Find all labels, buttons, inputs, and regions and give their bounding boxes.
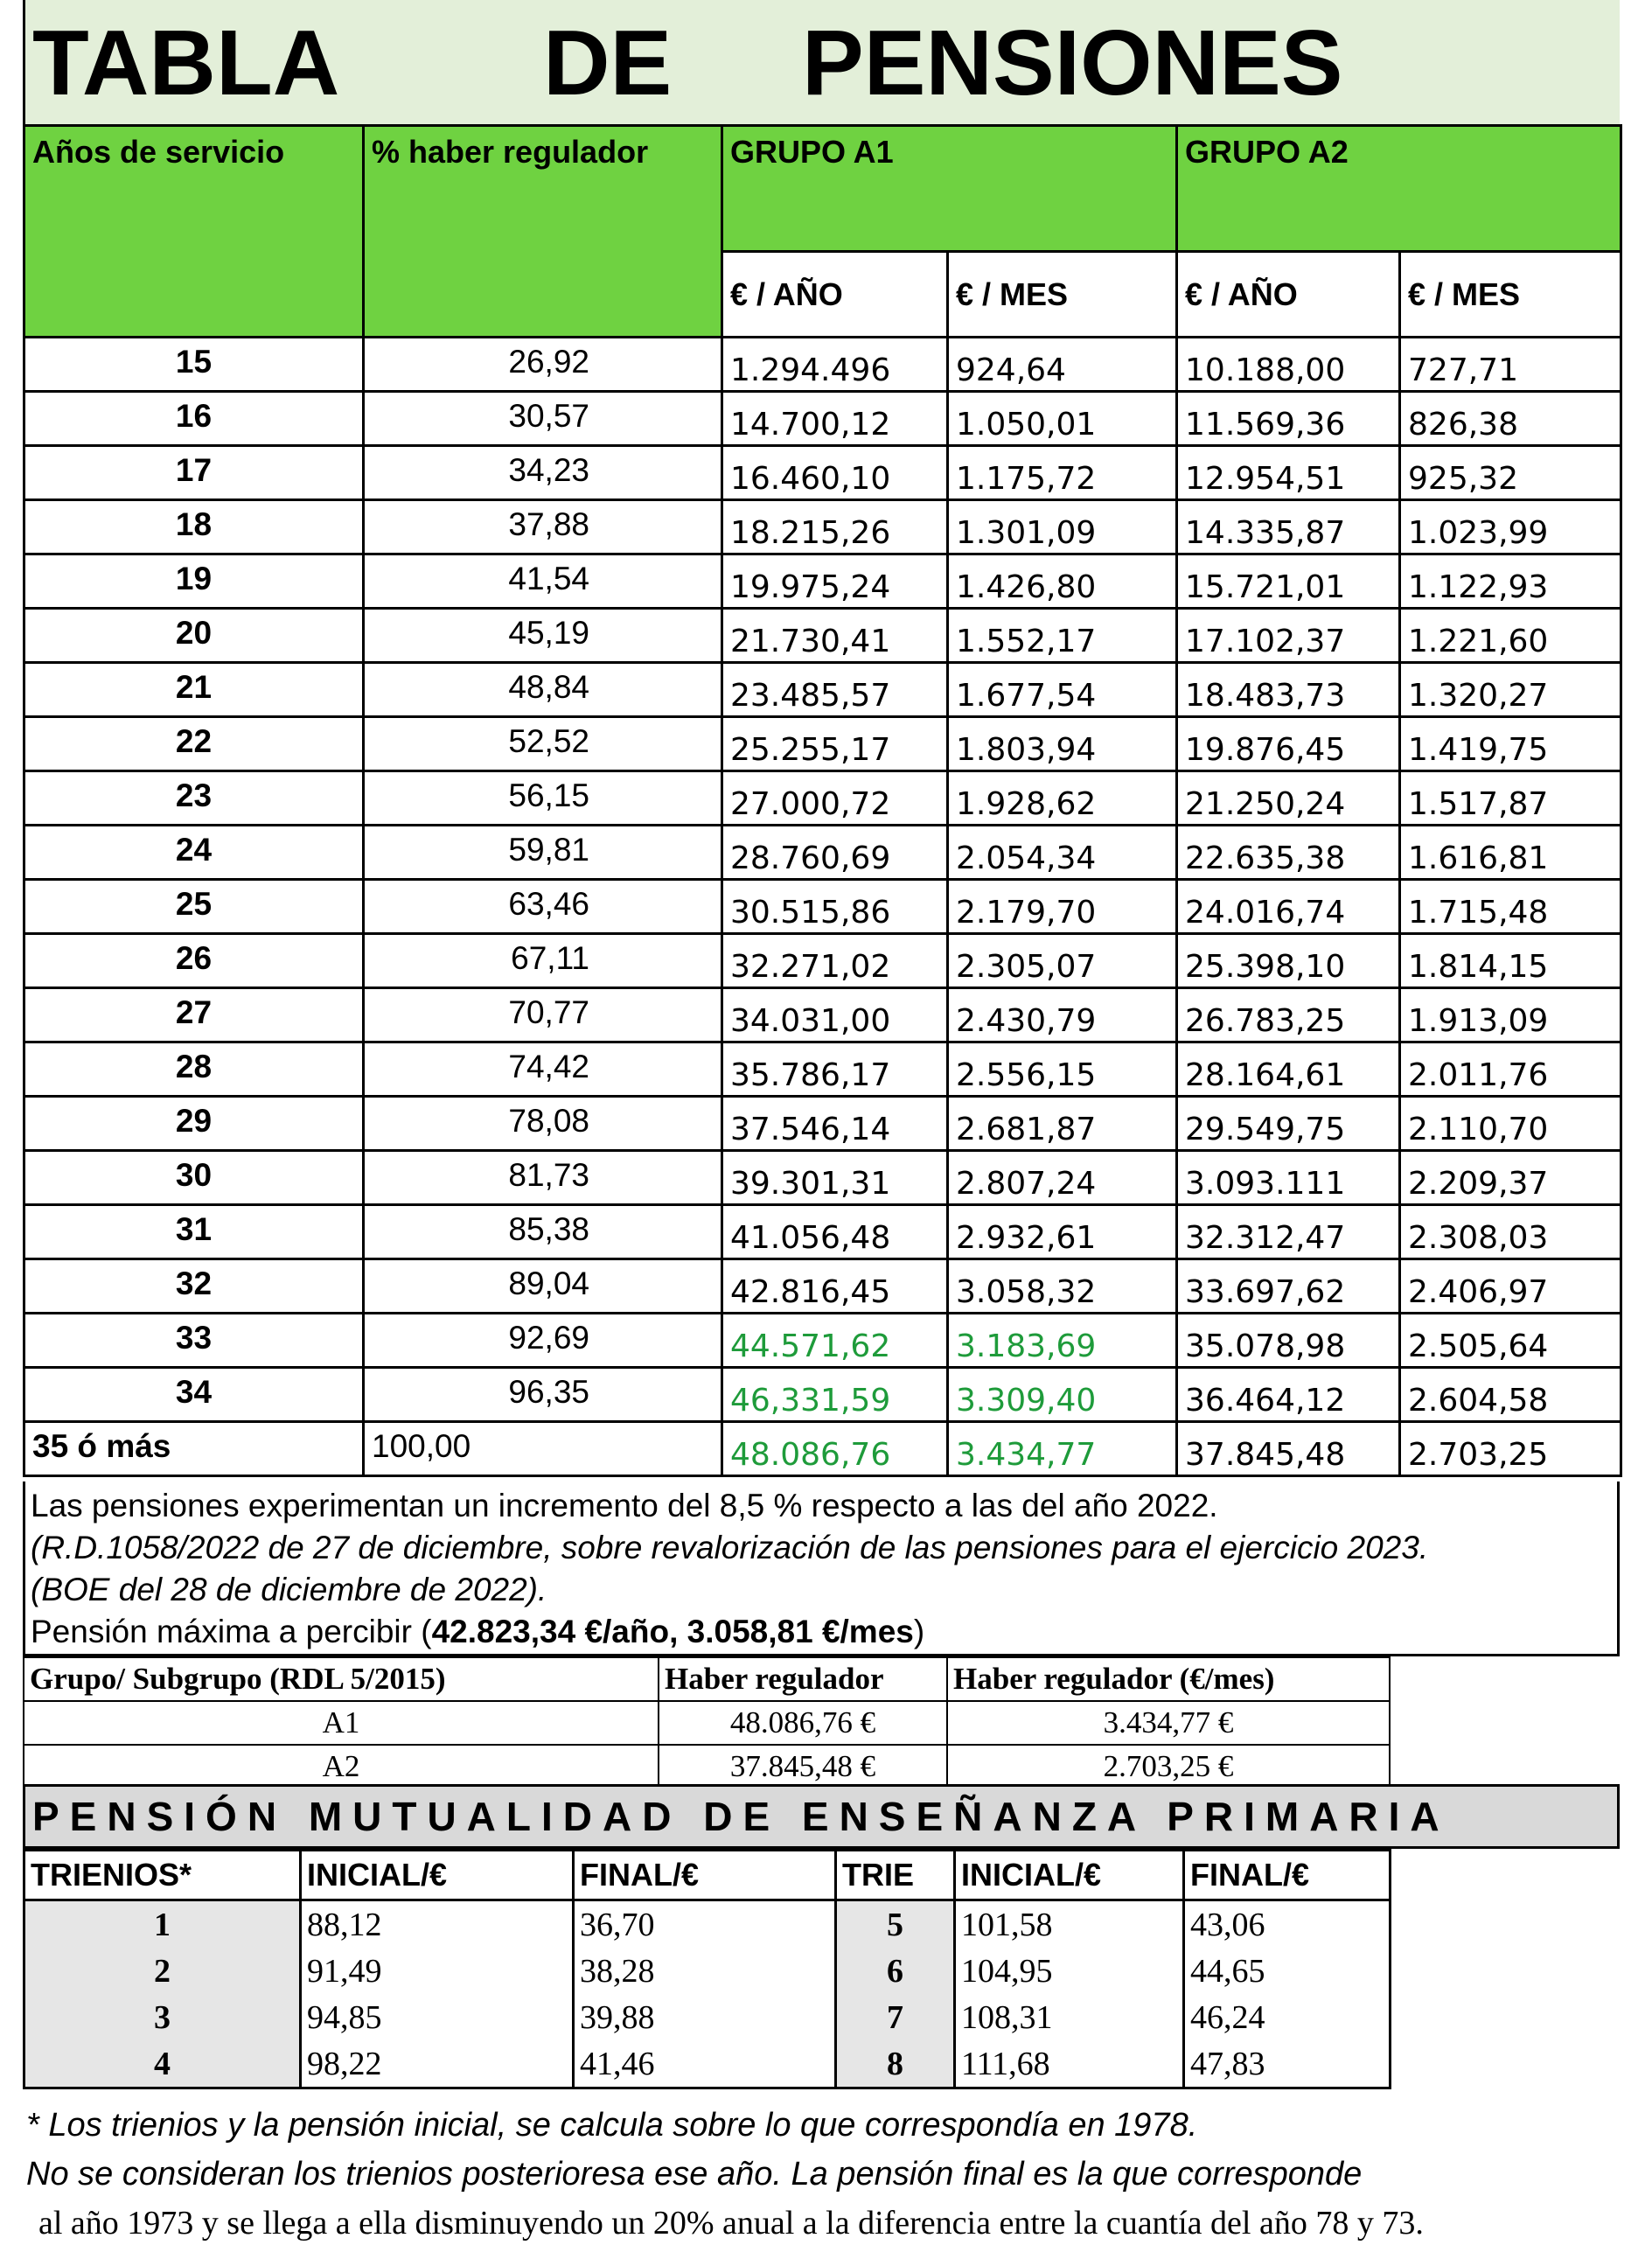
a2-month-cell: 1.616,81: [1400, 826, 1621, 880]
a1-month-cell: 1.552,17: [948, 609, 1177, 663]
trienios-header-inicial-2: INICIAL/€: [955, 1851, 1184, 1900]
table-row: [24, 1042, 1621, 1097]
percent-cell: 70,77: [364, 988, 722, 1042]
haber-annual: 37.845,48 €: [659, 1745, 947, 1788]
header-group-a1: GRUPO A1: [722, 126, 1177, 252]
haber-header-monthly: Haber regulador (€/mes): [947, 1657, 1390, 1701]
a1-month-cell: 2.179,70: [948, 880, 1177, 934]
a2-year-cell: 10.188,00: [1177, 338, 1400, 392]
percent-cell: 48,84: [364, 663, 722, 717]
a2-month-cell: 1.913,09: [1400, 988, 1621, 1042]
a1-year-cell: 39.301,31: [722, 1151, 948, 1205]
note-increment: Las pensiones experimentan un incremento del 8,5 % respecto a las del año 2022.: [31, 1488, 1218, 1523]
a2-month-cell: 2.110,70: [1400, 1097, 1621, 1151]
a1-year-cell: 16.460,10: [722, 446, 948, 500]
haber-group: A1: [24, 1701, 659, 1745]
inicial-value: 88,12: [301, 1900, 574, 1949]
percent-cell: 92,69: [364, 1314, 722, 1368]
percent-cell: 59,81: [364, 826, 722, 880]
percent-cell: 37,88: [364, 500, 722, 554]
table-row: [24, 1205, 1621, 1259]
title-bar: [23, 0, 1620, 124]
table-row: [24, 880, 1621, 934]
a2-month-cell: 2.209,37: [1400, 1151, 1621, 1205]
a1-year-cell: 37.546,14: [722, 1097, 948, 1151]
years-cell: 30: [24, 1151, 364, 1205]
a2-year-cell: 12.954,51: [1177, 446, 1400, 500]
years-cell: 34: [24, 1368, 364, 1422]
a2-month-cell: 1.715,48: [1400, 880, 1621, 934]
inicial-value: 111,68: [955, 2040, 1184, 2088]
table-row: [24, 826, 1621, 880]
years-cell: 32: [24, 1259, 364, 1314]
years-cell: 22: [24, 717, 364, 771]
years-cell: 17: [24, 446, 364, 500]
a2-month-cell: 1.517,87: [1400, 771, 1621, 826]
a2-year-cell: 14.335,87: [1177, 500, 1400, 554]
note-max-pension: [31, 1611, 1612, 1653]
header-a1-month: € / MES: [948, 252, 1177, 338]
a1-month-cell: 1.175,72: [948, 446, 1177, 500]
trienio-number: 5: [836, 1900, 955, 1949]
title-word-de: DE: [543, 11, 673, 115]
a2-year-cell: 33.697,62: [1177, 1259, 1400, 1314]
trienio-number: 2: [24, 1948, 301, 1994]
a1-month-cell: 3.434,77: [948, 1422, 1177, 1476]
a1-year-cell: 23.485,57: [722, 663, 948, 717]
years-cell: 28: [24, 1042, 364, 1097]
a2-month-cell: 2.703,25: [1400, 1422, 1621, 1476]
haber-monthly: 2.703,25 €: [947, 1745, 1390, 1788]
a2-year-cell: 15.721,01: [1177, 554, 1400, 609]
a1-month-cell: 924,64: [948, 338, 1177, 392]
years-cell: 18: [24, 500, 364, 554]
a2-month-cell: 2.505,64: [1400, 1314, 1621, 1368]
a2-month-cell: 1.419,75: [1400, 717, 1621, 771]
trienios-header-final-2: FINAL/€: [1184, 1851, 1391, 1900]
a2-month-cell: 2.308,03: [1400, 1205, 1621, 1259]
header-percent: % haber regulador: [364, 126, 722, 338]
years-cell: 19: [24, 554, 364, 609]
note-boe: (BOE del 28 de diciembre de 2022).: [31, 1572, 547, 1607]
a2-year-cell: 36.464,12: [1177, 1368, 1400, 1422]
table-row: [24, 1097, 1621, 1151]
a1-month-cell: 2.305,07: [948, 934, 1177, 988]
trienio-number: 3: [24, 1994, 301, 2040]
table-row: [24, 1701, 1390, 1745]
haber-regulador-table: [23, 1656, 1391, 1789]
haber-header-annual: Haber regulador: [659, 1657, 947, 1701]
percent-cell: 85,38: [364, 1205, 722, 1259]
trienios-header-trie: TRIE: [836, 1851, 955, 1900]
a1-year-cell: 1.294.496: [722, 338, 948, 392]
a1-month-cell: 1.426,80: [948, 554, 1177, 609]
a1-month-cell: 2.430,79: [948, 988, 1177, 1042]
final-value: 44,65: [1184, 1948, 1391, 1994]
a1-year-cell: 48.086,76: [722, 1422, 948, 1476]
percent-cell: 30,57: [364, 392, 722, 446]
trienios-table: [23, 1849, 1391, 2089]
final-value: 38,28: [574, 1948, 836, 1994]
a1-year-cell: 41.056,48: [722, 1205, 948, 1259]
a1-month-cell: 2.807,24: [948, 1151, 1177, 1205]
a2-year-cell: 21.250,24: [1177, 771, 1400, 826]
a2-month-cell: 1.023,99: [1400, 500, 1621, 554]
a1-year-cell: 25.255,17: [722, 717, 948, 771]
a2-year-cell: 37.845,48: [1177, 1422, 1400, 1476]
inicial-value: 94,85: [301, 1994, 574, 2040]
years-cell: 35 ó más: [24, 1422, 364, 1476]
a1-month-cell: 1.677,54: [948, 663, 1177, 717]
table-row: [24, 988, 1621, 1042]
a2-month-cell: 826,38: [1400, 392, 1621, 446]
percent-cell: 96,35: [364, 1368, 722, 1422]
footnote: [26, 2101, 1627, 2248]
title-word-tabla: TABLA: [32, 11, 340, 115]
trienio-number: 6: [836, 1948, 955, 1994]
haber-annual: 48.086,76 €: [659, 1701, 947, 1745]
notes-box: [23, 1482, 1620, 1656]
table-row: [24, 1745, 1390, 1788]
table-row: [24, 1314, 1621, 1368]
a2-month-cell: 727,71: [1400, 338, 1621, 392]
table-row: [24, 663, 1621, 717]
pension-table: [23, 124, 1622, 1477]
haber-monthly: 3.434,77 €: [947, 1701, 1390, 1745]
a1-month-cell: 1.803,94: [948, 717, 1177, 771]
inicial-value: 108,31: [955, 1994, 1184, 2040]
a1-month-cell: 3.309,40: [948, 1368, 1177, 1422]
percent-cell: 74,42: [364, 1042, 722, 1097]
table-row: [24, 1368, 1621, 1422]
years-cell: 20: [24, 609, 364, 663]
a1-month-cell: 2.054,34: [948, 826, 1177, 880]
a1-year-cell: 27.000,72: [722, 771, 948, 826]
final-value: 43,06: [1184, 1900, 1391, 1949]
a1-year-cell: 30.515,86: [722, 880, 948, 934]
trienio-number: 4: [24, 2040, 301, 2088]
table-row: [24, 446, 1621, 500]
a2-year-cell: 35.078,98: [1177, 1314, 1400, 1368]
note-max-amount: 42.823,34 €/año, 3.058,81 €/mes: [431, 1614, 914, 1649]
percent-cell: 81,73: [364, 1151, 722, 1205]
table-row: [24, 934, 1621, 988]
a1-month-cell: 2.932,61: [948, 1205, 1177, 1259]
years-cell: 16: [24, 392, 364, 446]
years-cell: 33: [24, 1314, 364, 1368]
years-cell: 25: [24, 880, 364, 934]
table-row: [24, 1900, 1391, 1949]
a1-year-cell: 21.730,41: [722, 609, 948, 663]
a1-year-cell: 32.271,02: [722, 934, 948, 988]
footnote-line-3: al año 1973 y se llega a ella disminuyendo un 20% anual a la diferencia entre la cuantía del año 78 y 73.: [38, 2205, 1424, 2242]
a1-month-cell: 2.681,87: [948, 1097, 1177, 1151]
a1-year-cell: 42.816,45: [722, 1259, 948, 1314]
trienios-header-final: FINAL/€: [574, 1851, 836, 1900]
mutualidad-title: PENSIÓN MUTUALIDAD DE ENSEÑANZA PRIMARIA: [23, 1784, 1620, 1849]
footnote-line-1: * Los trienios y la pensión inicial, se calcula sobre lo que correspondía en 1978.: [26, 2107, 1198, 2144]
table-row: [24, 609, 1621, 663]
years-cell: 27: [24, 988, 364, 1042]
years-cell: 21: [24, 663, 364, 717]
table-row: [24, 554, 1621, 609]
note-max-suffix: ): [913, 1614, 925, 1649]
a1-month-cell: 1.928,62: [948, 771, 1177, 826]
a2-year-cell: 18.483,73: [1177, 663, 1400, 717]
final-value: 46,24: [1184, 1994, 1391, 2040]
trienio-number: 1: [24, 1900, 301, 1949]
inicial-value: 104,95: [955, 1948, 1184, 1994]
table-row: [24, 1422, 1621, 1476]
a1-month-cell: 1.050,01: [948, 392, 1177, 446]
years-cell: 24: [24, 826, 364, 880]
inicial-value: 91,49: [301, 1948, 574, 1994]
years-cell: 15: [24, 338, 364, 392]
a1-month-cell: 3.058,32: [948, 1259, 1177, 1314]
a2-month-cell: 2.406,97: [1400, 1259, 1621, 1314]
percent-cell: 52,52: [364, 717, 722, 771]
table-row: [24, 1994, 1391, 2040]
years-cell: 26: [24, 934, 364, 988]
a2-month-cell: 2.011,76: [1400, 1042, 1621, 1097]
table-row: [24, 392, 1621, 446]
table-row: [24, 717, 1621, 771]
percent-cell: 41,54: [364, 554, 722, 609]
final-value: 39,88: [574, 1994, 836, 2040]
final-value: 36,70: [574, 1900, 836, 1949]
final-value: 41,46: [574, 2040, 836, 2088]
a1-year-cell: 14.700,12: [722, 392, 948, 446]
trienio-number: 8: [836, 2040, 955, 2088]
a2-month-cell: 925,32: [1400, 446, 1621, 500]
a1-year-cell: 44.571,62: [722, 1314, 948, 1368]
trienios-header-inicial: INICIAL/€: [301, 1851, 574, 1900]
a2-month-cell: 1.221,60: [1400, 609, 1621, 663]
percent-cell: 100,00: [364, 1422, 722, 1476]
table-row: [24, 1259, 1621, 1314]
a2-year-cell: 3.093.111: [1177, 1151, 1400, 1205]
final-value: 47,83: [1184, 2040, 1391, 2088]
trienio-number: 7: [836, 1994, 955, 2040]
percent-cell: 26,92: [364, 338, 722, 392]
trienios-header-trienios: TRIENIOS*: [24, 1851, 301, 1900]
inicial-value: 98,22: [301, 2040, 574, 2088]
header-group-a2: GRUPO A2: [1177, 126, 1621, 252]
years-cell: 31: [24, 1205, 364, 1259]
a2-year-cell: 25.398,10: [1177, 934, 1400, 988]
haber-header-group: Grupo/ Subgrupo (RDL 5/2015): [24, 1657, 659, 1701]
header-years: Años de servicio: [24, 126, 364, 338]
header-a2-year: € / AÑO: [1177, 252, 1400, 338]
title-word-pensiones: PENSIONES: [802, 11, 1343, 115]
a2-year-cell: 32.312,47: [1177, 1205, 1400, 1259]
a1-month-cell: 2.556,15: [948, 1042, 1177, 1097]
a1-year-cell: 34.031,00: [722, 988, 948, 1042]
a1-year-cell: 46,331,59: [722, 1368, 948, 1422]
a2-year-cell: 11.569,36: [1177, 392, 1400, 446]
percent-cell: 63,46: [364, 880, 722, 934]
a2-month-cell: 1.814,15: [1400, 934, 1621, 988]
percent-cell: 89,04: [364, 1259, 722, 1314]
a2-year-cell: 29.549,75: [1177, 1097, 1400, 1151]
haber-group: A2: [24, 1745, 659, 1788]
percent-cell: 67,11: [364, 934, 722, 988]
note-max-prefix: Pensión máxima a percibir (: [31, 1614, 432, 1649]
header-a1-year: € / AÑO: [722, 252, 948, 338]
table-row: [24, 1948, 1391, 1994]
footnote-line-2: No se consideran los trienios posterioresa ese año. La pensión final es la que corresponde: [26, 2156, 1363, 2193]
a1-year-cell: 28.760,69: [722, 826, 948, 880]
a2-month-cell: 2.604,58: [1400, 1368, 1621, 1422]
table-row: [24, 500, 1621, 554]
percent-cell: 56,15: [364, 771, 722, 826]
percent-cell: 78,08: [364, 1097, 722, 1151]
a2-year-cell: 22.635,38: [1177, 826, 1400, 880]
percent-cell: 45,19: [364, 609, 722, 663]
a1-year-cell: 19.975,24: [722, 554, 948, 609]
a1-year-cell: 18.215,26: [722, 500, 948, 554]
years-cell: 23: [24, 771, 364, 826]
a2-year-cell: 17.102,37: [1177, 609, 1400, 663]
note-decree: (R.D.1058/2022 de 27 de diciembre, sobre revalorización de las pensiones para el ejercicio 2023.: [31, 1530, 1429, 1565]
a2-year-cell: 26.783,25: [1177, 988, 1400, 1042]
a2-year-cell: 28.164,61: [1177, 1042, 1400, 1097]
a2-year-cell: 24.016,74: [1177, 880, 1400, 934]
table-row: [24, 2040, 1391, 2088]
a2-month-cell: 1.122,93: [1400, 554, 1621, 609]
a1-year-cell: 35.786,17: [722, 1042, 948, 1097]
table-row: [24, 771, 1621, 826]
table-row: [24, 338, 1621, 392]
a1-month-cell: 1.301,09: [948, 500, 1177, 554]
a2-month-cell: 1.320,27: [1400, 663, 1621, 717]
years-cell: 29: [24, 1097, 364, 1151]
inicial-value: 101,58: [955, 1900, 1184, 1949]
a1-month-cell: 3.183,69: [948, 1314, 1177, 1368]
a2-year-cell: 19.876,45: [1177, 717, 1400, 771]
percent-cell: 34,23: [364, 446, 722, 500]
table-row: [24, 1151, 1621, 1205]
header-a2-month: € / MES: [1400, 252, 1621, 338]
